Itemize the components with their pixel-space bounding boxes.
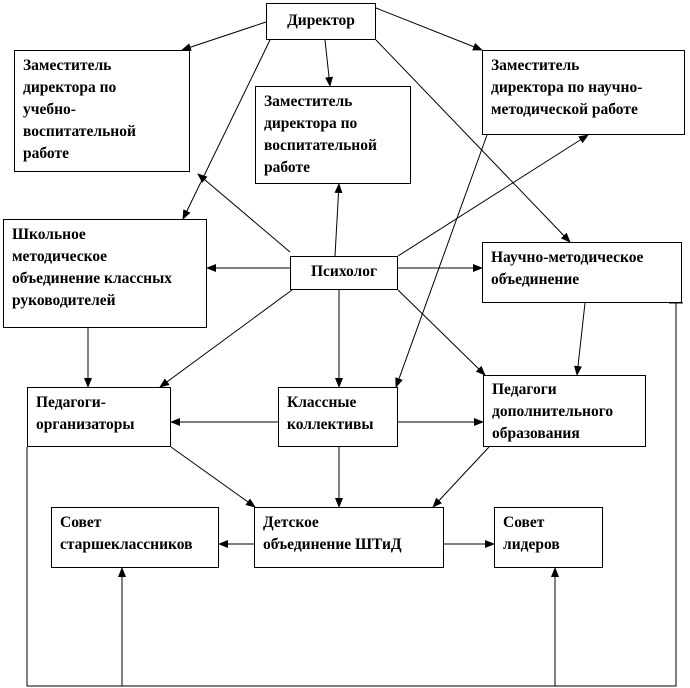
arrow-director-to-deputy-uvr [182,22,266,50]
node-council-leaders [494,507,603,568]
node-deputy-nmr [482,50,685,135]
node-deputy-uvr-label: Заместитель директора по учебно- воспитательной работе [23,57,136,162]
arrow-director-to-deputy-vr [325,40,330,86]
arrow-ped-dop-to-children [433,447,489,507]
node-class-coll [278,387,398,447]
node-children-assoc [254,507,444,568]
arrow-psych-to-deputy-nmr [398,135,588,256]
arrow-nmo-to-ped-dop [577,303,585,375]
node-nmo [482,242,682,303]
node-shmo-label: Школьное методическое объединение классных руководителей [12,226,172,309]
node-psychologist-label: Психолог [310,263,378,280]
node-shmo [3,219,207,328]
node-council-senior-label: Совет старшеклассников [60,514,193,553]
arrow-psych-to-deputy-uvr [198,174,290,252]
node-council-leaders-label: Совет лидеров [503,514,560,553]
arrow-psych-to-deputy-vr [335,184,339,256]
node-director-label: Директор [287,12,355,29]
node-ped-org-label: Педагоги- организаторы [36,394,135,433]
arrow-director-to-deputy-nmr [376,8,482,50]
node-director [266,3,376,40]
node-ped-dop [483,375,646,447]
node-children-assoc-label: Детское объединение ШТиД [263,514,402,553]
arrow-psych-to-ped-dop [398,290,485,375]
node-psychologist [290,256,398,290]
node-ped-dop-label: Педагоги дополнительного образования [492,381,614,442]
node-ped-org [27,387,171,447]
node-nmo-label: Научно-методическое объединение [491,249,644,288]
node-class-coll-label: Классные коллективы [287,394,374,433]
arrow-ped-org-to-children [171,447,255,507]
node-deputy-vr-label: Заместитель директора по воспитательной работе [264,93,377,176]
node-deputy-uvr [14,50,190,172]
node-council-senior [51,507,219,568]
node-deputy-vr [255,86,411,184]
node-deputy-nmr-label: Заместитель директора по научно- методической работе [491,57,643,118]
